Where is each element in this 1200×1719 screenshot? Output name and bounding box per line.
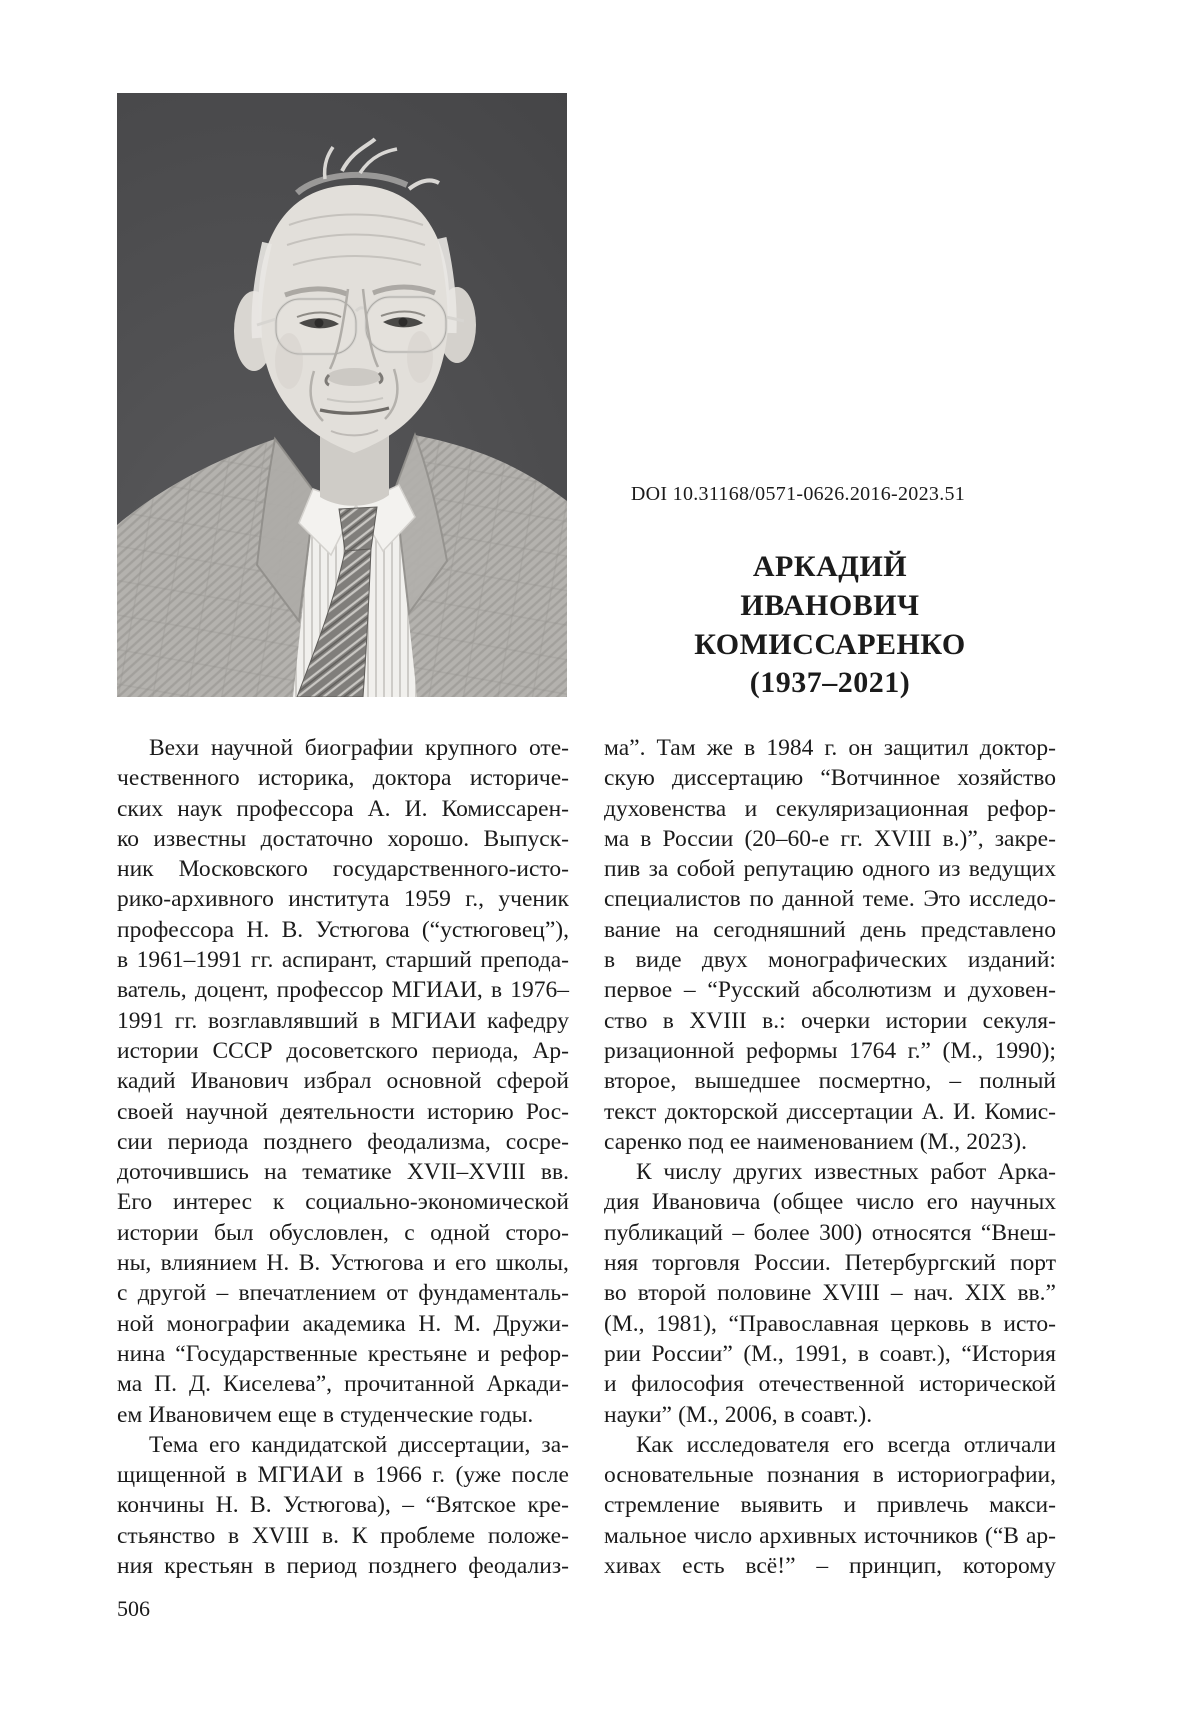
portrait-illustration — [117, 93, 567, 697]
text-line: вание на сегодняшний день представлено — [604, 916, 1056, 943]
text-line: няя торговля России. Петербургский порт — [604, 1250, 1056, 1277]
text-line: стьянство в XVIII в. К проблеме положе- — [117, 1522, 569, 1549]
text-line: нина “Государственные крестьяне и рефор- — [117, 1340, 569, 1367]
text-line: текст докторской диссертации А. И. Комис- — [604, 1098, 1056, 1125]
text-line: саренко под ее наименованием (М., 2023). — [604, 1128, 1027, 1155]
text-line: щищенной в МГИАИ в 1966 г. (уже после — [117, 1462, 569, 1489]
text-line: доточившись на тематике XVII–XVIII вв. — [117, 1159, 569, 1186]
text-line: духовенства и секуляризационная рефор- — [604, 795, 1056, 822]
text-line: ма”. Там же в 1984 г. он защитил доктор- — [604, 735, 1056, 761]
title-line: ИВАНОВИЧ — [740, 588, 920, 622]
text-line: ство в XVIII в.: очерки истории секуля- — [604, 1007, 1056, 1034]
text-line: ма в России (20–60-е гг. XVIII в.)”, закре- — [604, 825, 1056, 852]
text-line: второе, вышедшее посмертно, – полный — [604, 1068, 1056, 1095]
text-line: ских наук профессора А. И. Комиссарен- — [117, 795, 569, 822]
doi-line: DOI 10.31168/0571-0626.2016-2023.51 — [630, 483, 966, 505]
text-line: в виде двух монографических изданий: — [604, 947, 1056, 974]
title-line: АРКАДИЙ — [752, 550, 908, 583]
text-line: К числу других известных работ Арка- — [636, 1159, 1056, 1186]
text-line: с другой – впечатлением от фундаменталь- — [117, 1280, 569, 1307]
text-line: первое – “Русский абсолютизм и духовен- — [604, 977, 1056, 1004]
text-line: 1991 гг. возглавлявший в МГИАИ кафедру — [117, 1007, 569, 1034]
portrait-photo — [117, 93, 567, 697]
text-line: и философия отечественной исторической — [604, 1371, 1056, 1398]
text-line: кончины Н. В. Устюгова), – “Вятское кре- — [117, 1492, 569, 1519]
left-column — [117, 733, 569, 1581]
text-line: Его интерес к социально-экономической — [117, 1189, 569, 1216]
text-line: истории СССР досоветского периода, Ар- — [117, 1037, 569, 1064]
text-line: ния крестьян в период позднего феодализ- — [117, 1553, 569, 1580]
text-line: чественного историка, доктора историче- — [117, 765, 569, 792]
text-line: хивах есть всё!” – принцип, которому — [604, 1553, 1056, 1580]
text-line: профессора Н. В. Устюгова (“устюговец”), — [117, 916, 569, 943]
text-line: рии России” (М., 1991, в соавт.), “История — [604, 1340, 1056, 1367]
text-line: кадий Иванович избрал основной сферой — [117, 1068, 569, 1095]
text-line: мальное число архивных источников (“В ар- — [604, 1522, 1056, 1549]
text-line: своей научной деятельности историю Рос- — [117, 1098, 569, 1125]
article-title — [604, 548, 1056, 703]
text-line: в 1961–1991 гг. аспирант, старший препода- — [117, 947, 569, 974]
title-line: (1937–2021) — [749, 666, 911, 700]
text-line: ем Ивановичем еще в студенческие годы. — [117, 1401, 534, 1428]
text-line: специалистов по данной теме. Это исследо- — [604, 886, 1056, 913]
text-line: Как исследователя его всегда отличали — [636, 1431, 1056, 1458]
text-line: скую диссертацию “Вотчинное хозяйство — [604, 765, 1056, 792]
text-line: основательные познания в историографии, — [604, 1462, 1056, 1489]
title-line: КОМИССАРЕНКО — [694, 627, 966, 661]
text-line: сии периода позднего феодализма, сосре- — [117, 1128, 569, 1155]
text-line: ризационной реформы 1764 г.” (М., 1990); — [604, 1037, 1056, 1064]
right-column — [604, 733, 1056, 1581]
text-line: ной монографии академика Н. М. Дружи- — [117, 1310, 569, 1337]
text-line: ватель, доцент, профессор МГИАИ, в 1976– — [117, 977, 569, 1004]
text-line: ко известны достаточно хорошо. Выпуск- — [117, 825, 569, 852]
text-line: ны, влиянием Н. В. Устюгова и его школы, — [117, 1250, 569, 1277]
text-line: ма П. Д. Киселева”, прочитанной Аркади- — [117, 1371, 569, 1398]
page-number: 506 — [117, 1596, 150, 1621]
text-line: (М., 1981), “Православная церковь в исто- — [604, 1310, 1056, 1337]
text-line: дия Ивановича (общее число его научных — [604, 1189, 1056, 1216]
text-line: публикаций – более 300) относятся “Внеш- — [604, 1219, 1056, 1246]
text-line: науки” (М., 2006, в соавт.). — [604, 1401, 873, 1428]
text-line: рико-архивного института 1959 г., ученик — [117, 886, 569, 913]
text-line: пив за собой репутацию одного из ведущих — [604, 856, 1056, 883]
text-line: Тема его кандидатской диссертации, за- — [149, 1431, 569, 1458]
text-line: истории был обусловлен, с одной сторо- — [117, 1219, 569, 1246]
text-line: стремление выявить и привлечь макси- — [604, 1492, 1056, 1519]
text-line: Вехи научной биографии крупного оте- — [149, 735, 569, 761]
text-line: во второй половине XVIII – нач. XIX вв.” — [604, 1280, 1056, 1307]
text-line: ник Московского государственного-исто- — [117, 856, 569, 883]
